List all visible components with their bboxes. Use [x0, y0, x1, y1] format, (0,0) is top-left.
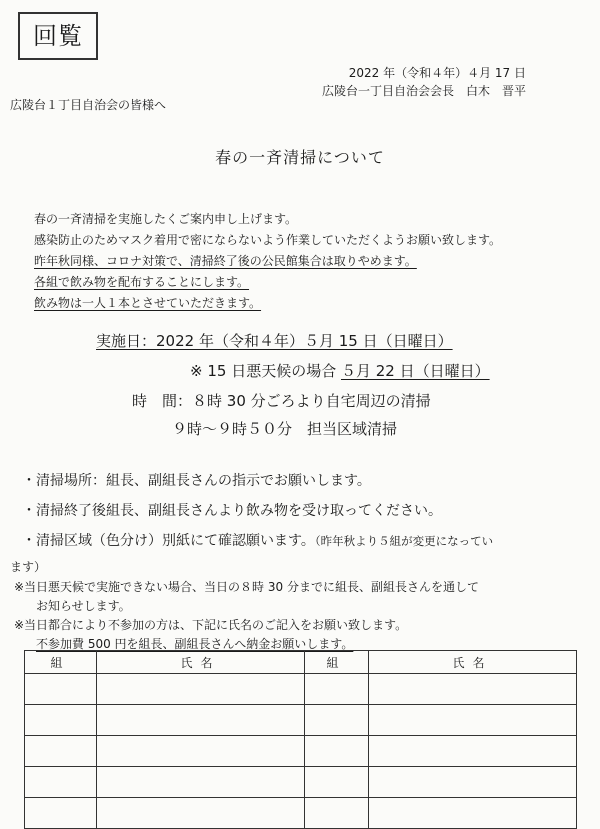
table-cell[interactable] [97, 736, 305, 767]
schedule-time [132, 390, 431, 411]
note-line: お知らせします。 [36, 599, 131, 613]
circulation-stamp: 回覧 [18, 12, 98, 60]
table-cell[interactable] [369, 736, 577, 767]
bullet-item [22, 530, 493, 550]
table-cell[interactable] [305, 705, 369, 736]
bullet-main: ・清掃区域（色分け）別紙にて確認願います。 [22, 533, 315, 549]
table-cell[interactable] [369, 798, 577, 829]
table-cell[interactable] [25, 674, 97, 705]
time-value-2: ９時～９時５０分 担当区域清掃 [172, 420, 398, 438]
table-cell[interactable] [369, 767, 577, 798]
intro-line: 昨年秋同様、コロナ対策で、清掃終了後の公民館集合は取りやめます。 [34, 254, 417, 268]
table-row [25, 736, 577, 767]
bullet-note: （昨年秋より５組が変更になってい [314, 534, 494, 548]
document-date: 2022 年（令和４年）４月 17 日 [348, 66, 526, 80]
bullet-item: ・清掃場所：組長、副組長さんの指示でお願いします。 [22, 473, 371, 489]
rain-date-value: ５月 22 日（日曜日） [340, 362, 490, 380]
col-header-name: 氏名 [369, 651, 577, 674]
table-cell[interactable] [97, 767, 305, 798]
table-row [25, 674, 577, 705]
note-line: ※当日悪天候で実施できない場合、当日の８時 30 分までに組長、副組長さんを通して [14, 580, 479, 594]
intro-line: 春の一斉清掃を実施したくご案内申し上げます。 [34, 212, 298, 226]
col-header-name: 氏名 [97, 651, 305, 674]
table-cell[interactable] [305, 767, 369, 798]
table-cell[interactable] [97, 674, 305, 705]
table-cell[interactable] [305, 674, 369, 705]
document-title: 春の一斉清掃について [215, 148, 385, 167]
table-cell[interactable] [25, 705, 97, 736]
table-row [25, 798, 577, 829]
table-row [25, 767, 577, 798]
intro-line: 感染防止のためマスク着用で密にならないよう作業していただくようお願い致します。 [34, 233, 502, 247]
intro-line: 飲み物は一人１本とさせていただきます。 [34, 296, 262, 310]
rain-prefix: ※ 15 日悪天候の場合 [190, 362, 337, 380]
addressee: 広陵台１丁目自治会の皆様へ [10, 98, 167, 112]
table-header-row [25, 651, 577, 674]
note-line: 不参加費 500 円を組長、副組長さんへ納金お願いします。 [36, 637, 354, 651]
table-cell[interactable] [25, 767, 97, 798]
schedule-rain-date [190, 360, 490, 381]
note-line: ※当日都合により不参加の方は、下記に氏名のご記入をお願い致します。 [14, 618, 408, 632]
sender-name: 広陵台一丁目自治会会長 白木 晋平 [321, 84, 526, 98]
bullet-continuation: ます） [10, 560, 47, 574]
col-header-group: 組 [305, 651, 369, 674]
col-header-group: 組 [25, 651, 97, 674]
table-cell[interactable] [25, 736, 97, 767]
schedule-date-label: 実施日： [96, 332, 157, 350]
intro-line: 各組で飲み物を配布することにします。 [34, 275, 250, 289]
time-label: 時 間： [132, 392, 193, 410]
table-cell[interactable] [369, 674, 577, 705]
schedule-date-value: 2022 年（令和４年）５月 15 日（日曜日） [156, 332, 453, 350]
table-cell[interactable] [97, 705, 305, 736]
table-cell[interactable] [97, 798, 305, 829]
time-value-1: ８時 30 分ごろより自宅周辺の清掃 [192, 392, 431, 410]
bullet-item: ・清掃終了後組長、副組長さんより飲み物を受け取ってください。 [22, 503, 442, 519]
table-cell[interactable] [305, 798, 369, 829]
table-row [25, 705, 577, 736]
absence-roster-table [24, 650, 577, 829]
table-cell[interactable] [25, 798, 97, 829]
schedule-date [96, 330, 453, 351]
table-cell[interactable] [369, 705, 577, 736]
table-cell[interactable] [305, 736, 369, 767]
